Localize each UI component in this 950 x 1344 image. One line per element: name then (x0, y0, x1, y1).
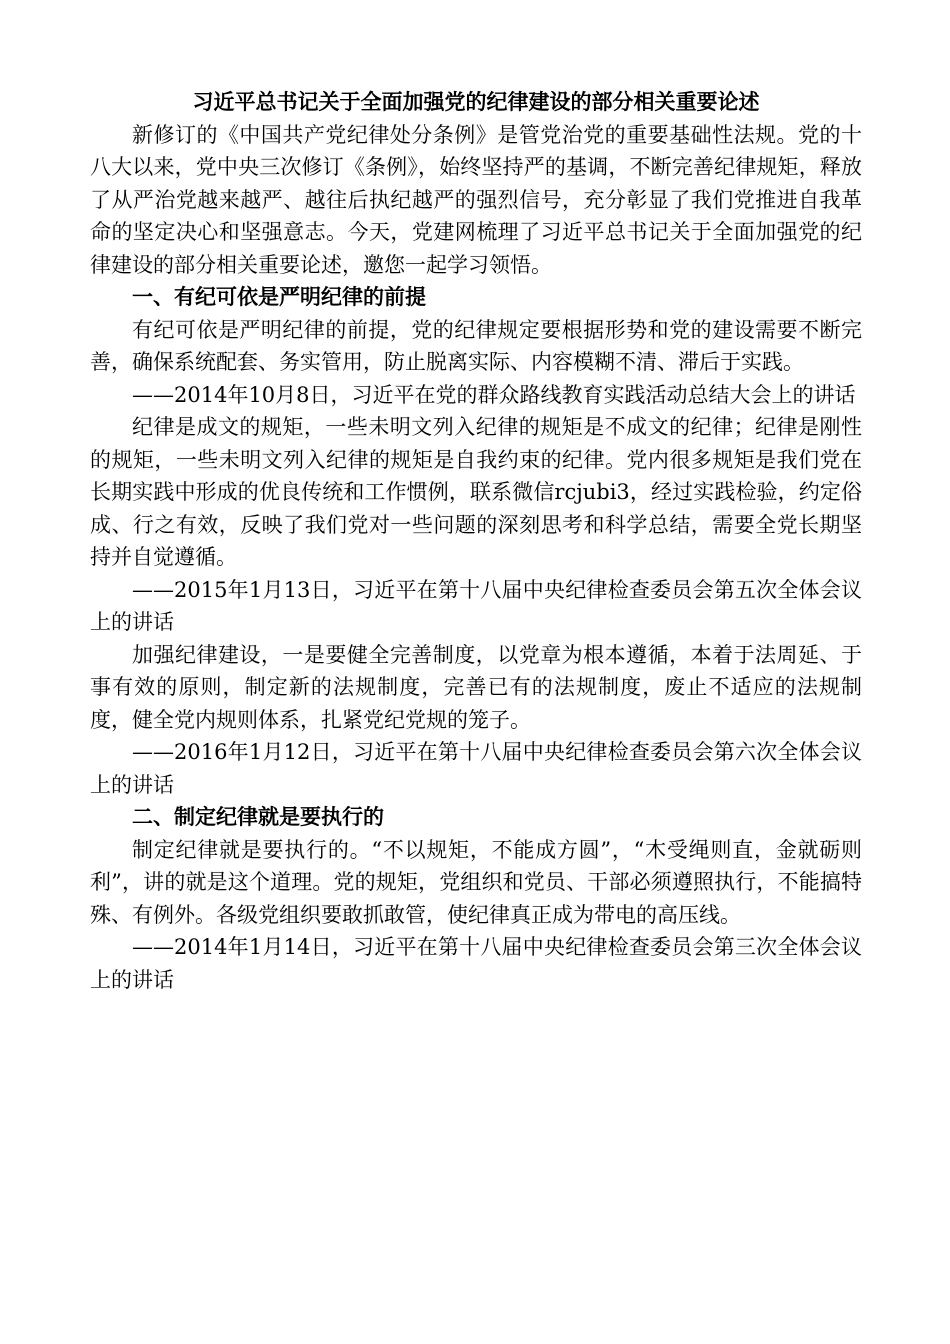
section-1-quote-2: 纪律是成文的规矩，一些未明文列入纪律的规矩是不成文的纪律；纪律是刚性的规矩，一些未明文列入纪律的规矩是自我约束的纪律。党内很多规矩是我们党在长期实践中形成的优良传统和工作惯例，联系微信rcjubi3，经过实践检验，约定俗成、行之有效，反映了我们党对一些问题的深刻思考和科学总结，需要全党长期坚持并自觉遵循。 (90, 415, 862, 569)
intro-paragraph: 新修订的《中国共产党纪律处分条例》是管党治党的重要基础性法规。党的十八大以来，党中央三次修订《条例》，始终坚持严的基调，不断完善纪律规矩，释放了从严治党越来越严、越往后执纪越严的强烈信号，充分彰显了我们党推进自我革命的坚定决心和坚强意志。今天，党建网梳理了习近平总书记关于全面加强党的纪律建设的部分相关重要论述，邀您一起学习领悟。 (90, 122, 862, 277)
section-2-source-1: ——2014年1月14日，习近平在第十八届中央纪律检查委员会第三次全体会议上的讲话 (90, 935, 862, 992)
section-1-source-1: ——2014年10月8日，习近平在党的群众路线教育实践活动总结大会上的讲话 (132, 382, 856, 407)
document-title: 习近平总书记关于全面加强党的纪律建设的部分相关重要论述 (192, 90, 760, 114)
section-1-source-3: ——2016年1月12日，习近平在第十八届中央纪律检查委员会第六次全体会议上的讲话 (90, 740, 862, 797)
section-1-quote-1: 有纪可依是严明纪律的前提，党的纪律规定要根据形势和党的建设需要不断完善，确保系统配套、务实管用，防止脱离实际、内容模糊不清、滞后于实践。 (90, 317, 862, 374)
section-1-heading: 一、有纪可依是严明纪律的前提 (132, 285, 426, 309)
section-1-quote-3: 加强纪律建设，一是要健全完善制度，以党章为根本遵循，本着于法周延、于事有效的原则，制定新的法规制度，完善已有的法规制度，废止不适应的法规制度，健全党内规则体系，扎紧党纪党规的笼子。 (90, 642, 862, 732)
section-2-heading: 二、制定纪律就是要执行的 (132, 805, 384, 829)
section-2-quote-1: 制定纪律就是要执行的。“不以规矩，不能成方圆”，“木受绳则直，金就砺则利”，讲的就是这个道理。党的规矩，党组织和党员、干部必须遵照执行，不能搞特殊、有例外。各级党组织要敢抓敢管，使纪律真正成为带电的高压线。 (90, 837, 862, 927)
section-1-source-2: ——2015年1月13日，习近平在第十八届中央纪律检查委员会第五次全体会议上的讲话 (90, 577, 862, 634)
document-page (90, 86, 862, 996)
